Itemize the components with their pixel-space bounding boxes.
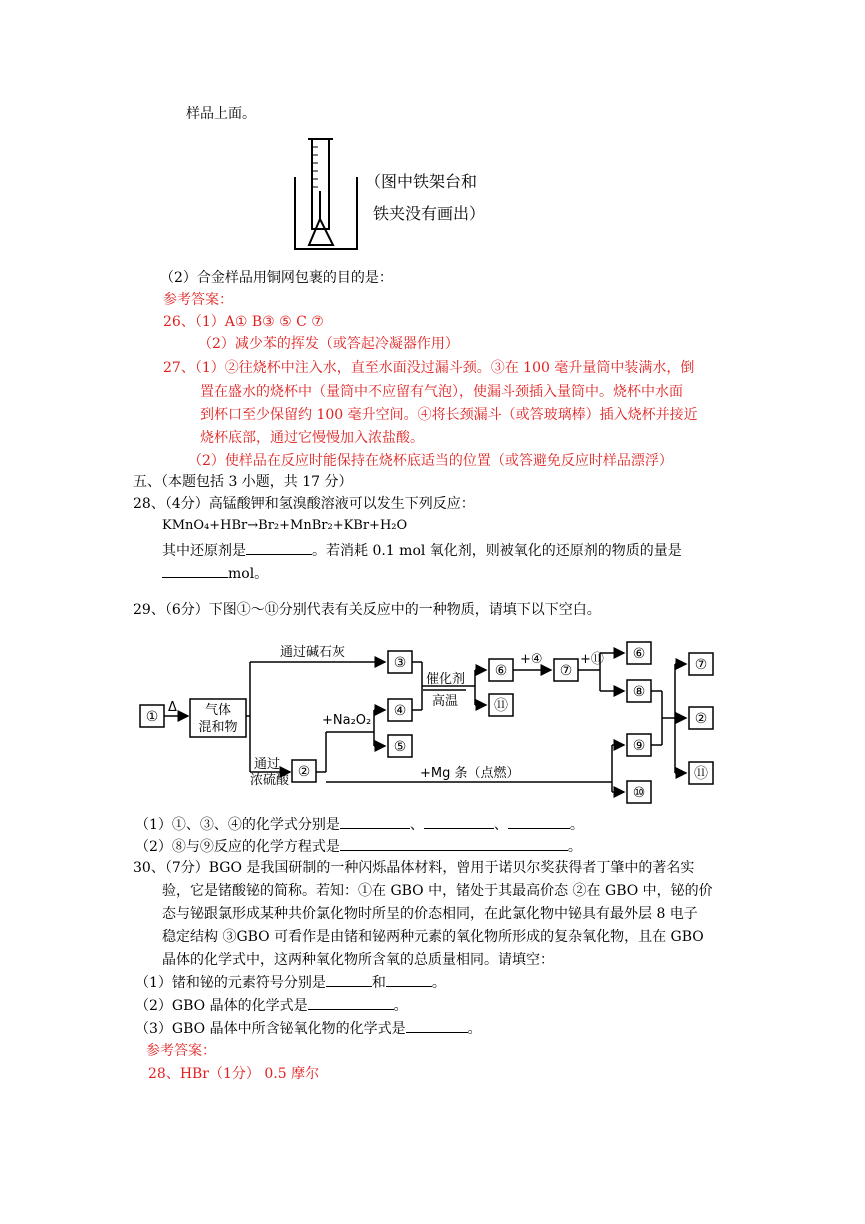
- answer-blank[interactable]: [308, 995, 394, 1010]
- node-4: ④: [393, 703, 407, 719]
- question-28-line: 其中还原剂是 。若消耗 0.1 mol 氧化剂，则被氧化的还原剂的物质的量是: [162, 540, 682, 561]
- node-11: ⑪: [494, 698, 508, 714]
- node-2b: ②: [694, 711, 708, 727]
- answer-heading: 参考答案：: [163, 292, 233, 308]
- question-30-sub-3: （3）GBO 晶体中所含铋氧化物的化学式是 。: [135, 1018, 482, 1039]
- answer-27-5: （2）使样品在反应时能保持在烧杯底适当的位置（或答避免反应时样品漂浮）: [188, 453, 673, 469]
- mg-label: +Mg 条（点燃）: [420, 766, 520, 781]
- question-30-4: 稳定结构 ③GBO 可看作是由锗和铋两种元素的氧化物所形成的复杂氧化物，且在 GBO: [162, 929, 704, 945]
- answer-27-4: 烧杯底部，通过它慢慢加入浓盐酸。: [200, 430, 424, 446]
- reaction-equation: KMnO₄+HBr→Br₂+MnBr₂+KBr+H₂O: [162, 518, 408, 533]
- node-6: ⑥: [494, 663, 508, 679]
- answer-blank[interactable]: [508, 814, 570, 829]
- node-9: ⑨: [632, 738, 646, 754]
- na2o2-label: +Na₂O₂: [322, 713, 372, 728]
- plus-4-label: +④: [520, 652, 543, 667]
- question-30-3: 态与铋跟氯形成某种共价氯化物时所呈的价态相同，在此氯化物中铋具有最外层 8 电子: [162, 906, 698, 922]
- beaker-outline: [295, 177, 357, 249]
- answer-blank[interactable]: [386, 972, 432, 987]
- answer-blank[interactable]: [406, 1018, 468, 1033]
- node-5: ⑤: [393, 739, 407, 755]
- answer-blank[interactable]: [246, 540, 312, 555]
- question-28: 28、（4分）高锰酸钾和氢溴酸溶液可以发生下列反应：: [133, 496, 475, 512]
- node-7: ⑦: [559, 663, 573, 679]
- plus-11-label: +⑪: [580, 652, 604, 667]
- node-10: ⑩: [632, 785, 646, 801]
- catalyst-label: 催化剂: [426, 672, 466, 687]
- section-5-heading: 五、（本题包括 3 小题，共 17 分）: [133, 474, 353, 490]
- node-7b: ⑦: [694, 657, 708, 673]
- gas-mixture-label-2: 混和物: [198, 720, 238, 735]
- delta-label: Δ: [168, 700, 177, 715]
- apparatus-figure: [285, 133, 515, 257]
- question-29-1: （1）①、③、④的化学式分别是 、 、 。: [135, 814, 584, 835]
- question-30-sub-2: （2）GBO 晶体的化学式是 。: [135, 995, 408, 1016]
- answer-heading-2: 参考答案：: [146, 1043, 216, 1059]
- answer-27-3: 到杯口至少保留约 100 毫升空间。④将长颈漏斗（或答玻璃棒）插入烧杯并接近: [200, 407, 698, 423]
- answer-26-1: 26、（1）A① B③ ⑤ C ⑦: [163, 314, 324, 330]
- question-2: （2）合金样品用铜网包裹的目的是：: [160, 270, 393, 286]
- node-8: ⑧: [632, 684, 646, 700]
- fig-caption-2: 铁夹没有画出）: [373, 204, 486, 223]
- answer-blank[interactable]: [424, 814, 494, 829]
- acid-label-2: 浓硫酸: [250, 773, 290, 788]
- question-30-5: 晶体的化学式中，这两种氧化物所含氧的总质量相同。请填空：: [162, 952, 554, 968]
- answer-28: 28、HBr（1分） 0.5 摩尔: [148, 1066, 320, 1082]
- answer-blank[interactable]: [340, 836, 568, 851]
- node-6b: ⑥: [632, 646, 646, 662]
- question-28-line-2: mol。: [162, 563, 268, 584]
- gas-mixture-label-1: 气体: [204, 703, 232, 718]
- high-temp-label: 高温: [432, 694, 459, 709]
- question-29-2: （2）⑧与⑨反应的化学方程式是 。: [135, 836, 582, 857]
- fig-caption-1: （图中铁架台和: [365, 172, 478, 191]
- question-29: 29、（6分）下图①～⑪分别代表有关反应中的一种物质，请填下以下空白。: [133, 602, 601, 618]
- lime-label: 通过碱石灰: [280, 645, 346, 660]
- answer-27-2: 置在盛水的烧杯中（量筒中不应留有气泡），使漏斗颈插入量筒中。烧杯中水面: [200, 384, 683, 400]
- reaction-flow-diagram: [130, 632, 730, 812]
- question-30-sub-1: （1）锗和铋的元素符号分别是 和 。: [135, 972, 446, 993]
- node-3: ③: [393, 655, 407, 671]
- node-2: ②: [297, 764, 311, 780]
- question-30-1: 30、（7分）BGO 是我国研制的一种闪烁晶体材料，曾用于诺贝尔奖获得者丁肇中的著名实: [133, 860, 695, 876]
- answer-blank[interactable]: [326, 972, 372, 987]
- node-1: ①: [145, 709, 159, 725]
- answer-blank[interactable]: [340, 814, 410, 829]
- answer-27-1: 27、（1）②往烧杯中注入水，直至水面没过漏斗颈。③在 100 毫升量筒中装满水，倒: [163, 360, 695, 376]
- text-line: 样品上面。: [186, 106, 256, 122]
- acid-label-1: 通过: [254, 757, 281, 772]
- answer-26-2: （2）减少苯的挥发（或答起冷凝器作用）: [198, 336, 459, 352]
- answer-blank[interactable]: [162, 563, 228, 578]
- question-30-2: 验，它是锗酸铋的简称。若知：①在 GBO 中，锗处于其最高价态 ②在 GBO 中，铋的价: [162, 883, 713, 899]
- node-11b: ⑪: [694, 766, 708, 782]
